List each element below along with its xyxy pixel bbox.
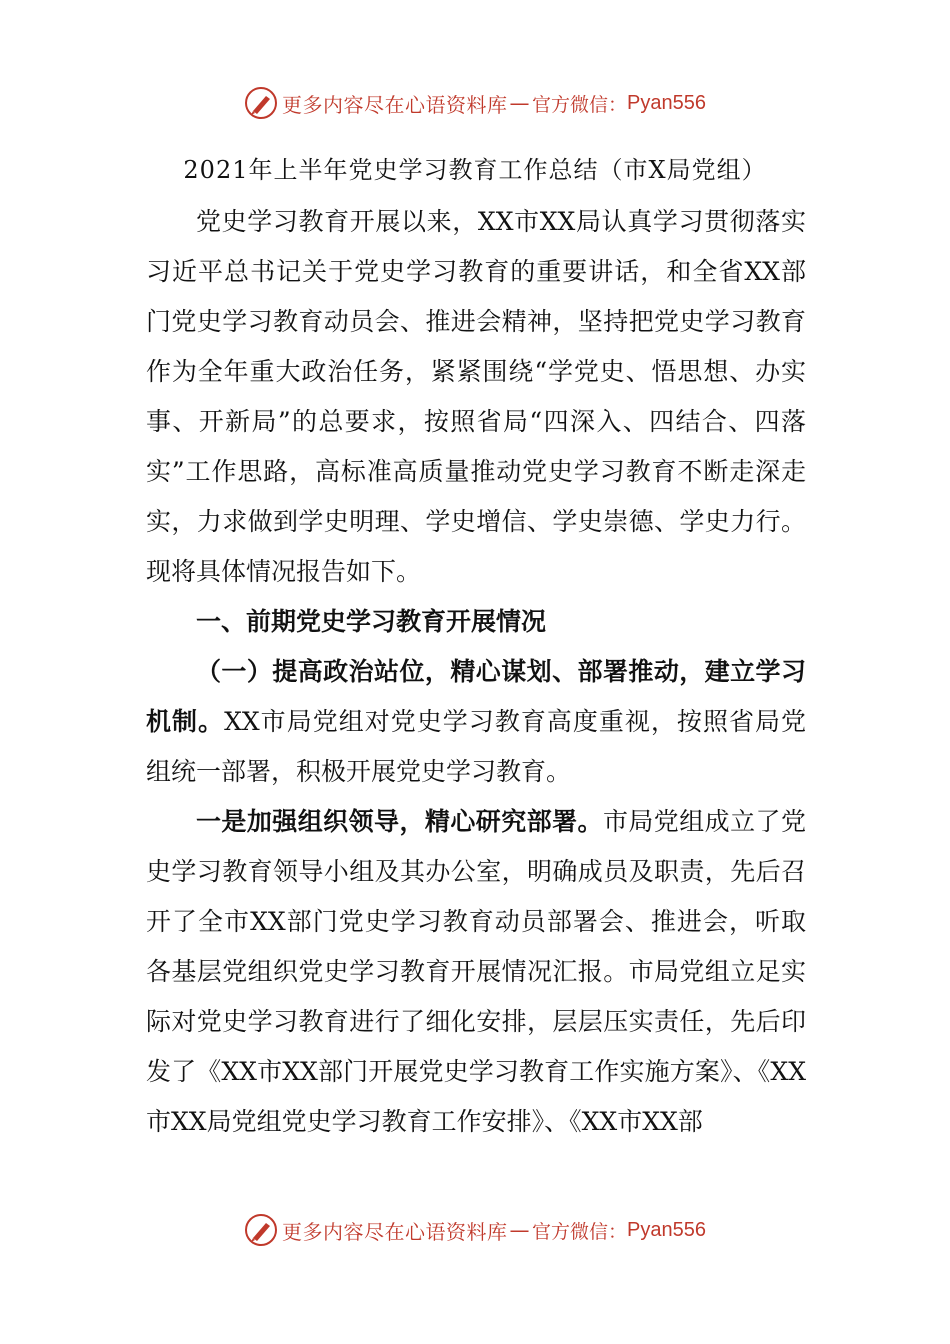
- document-body: [146, 197, 806, 1147]
- watermark-account: Pyan556: [627, 1218, 706, 1241]
- section-heading-1: 一、前期党史学习教育开展情况: [196, 607, 547, 636]
- subsection-text-1: XX市局党组对党史学习教育高度重视，按照省局党组统一部署，积极开展党史学习教育。: [146, 707, 806, 786]
- subsection-lead-1: （一）提高政治站位，精心谋划、部署推动，建立学习机制。: [146, 657, 806, 736]
- subsection-paragraph-1: [146, 647, 806, 797]
- point-text-1: 市局党组成立了党史学习教育领导小组及其办公室，明确成员及职责，先后召开了全市XX部门党史学习教育动员部署会、推进会，听取各基层党组织党史学习教育开展情况汇报。市局党组立足实际对党史学习教育进行了细化安排，层层压实责任，先后印发了《XX市XX部门开展党史学习教育工作实施方案》、《XX市XX局党组党史学习教育工作安排》、《XX市XX部: [146, 807, 806, 1136]
- point-lead-1: 一是加强组织领导，精心研究部署。: [196, 807, 603, 836]
- document-title: 2021年上半年党史学习教育工作总结（市X局党组）: [183, 156, 767, 184]
- watermark-site-text: 更多内容尽在心语资料库: [282, 1219, 508, 1244]
- watermark-footer: [0, 1210, 950, 1250]
- watermark-wechat-label: 官方微信：: [532, 1220, 628, 1243]
- pen-nib-logo-icon: [244, 86, 278, 120]
- intro-paragraph: 党史学习教育开展以来，XX市XX局认真学习贯彻落实习近平总书记关于党史学习教育的重要讲话，和全省XX部门党史学习教育动员会、推进会精神，坚持把党史学习教育作为全年重大政治任务，紧紧围绕“学党史、悟思想、办实事、开新局”的总要求，按照省局“四深入、四结合、四落实”工作思路，高标准高质量推动党史学习教育不断走深走实，力求做到学史明理、学史增信、学史崇德、学史力行。现将具体情况报告如下。: [146, 207, 806, 586]
- watermark-dash: —: [509, 1218, 530, 1242]
- watermark-site-text: 更多内容尽在心语资料库: [282, 92, 508, 117]
- watermark-account: Pyan556: [627, 91, 706, 114]
- point-paragraph-1: [146, 797, 806, 1147]
- watermark-header: [0, 83, 950, 123]
- watermark-dash: —: [509, 91, 530, 115]
- pen-nib-logo-icon: [244, 1213, 278, 1247]
- watermark-wechat-label: 官方微信：: [532, 93, 628, 116]
